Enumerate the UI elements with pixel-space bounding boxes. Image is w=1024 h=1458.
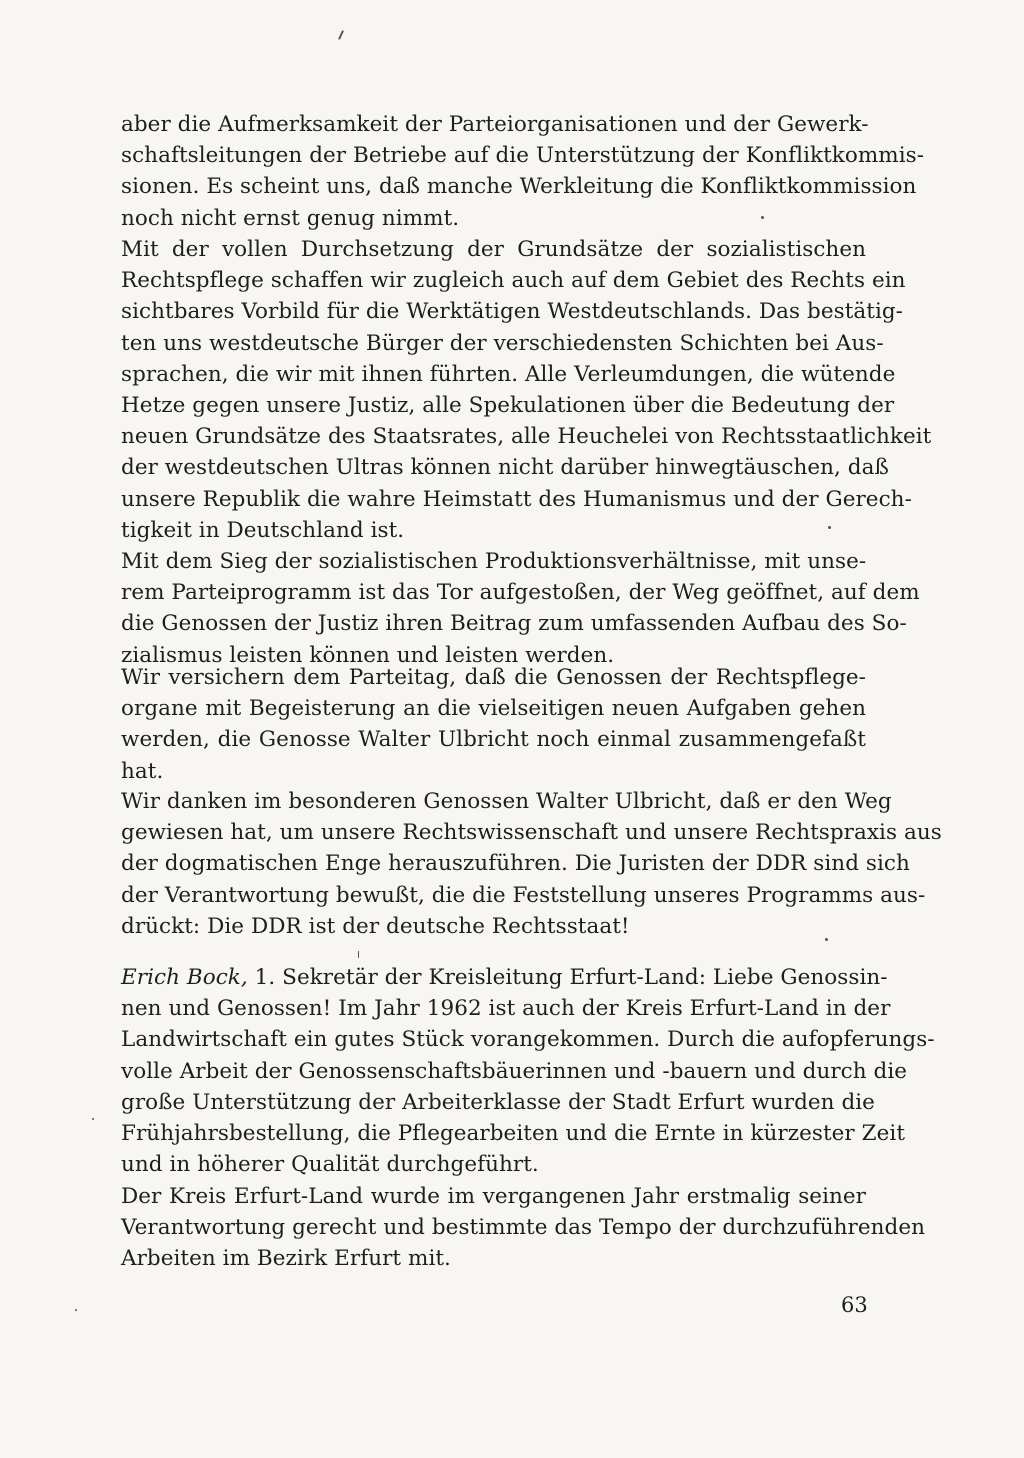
text-line: die Genossen der Justiz ihren Beitrag zum umfassenden Aufbau des So- (121, 611, 907, 637)
text-line: drückt: Die DDR ist der deutsche Rechtsstaat! (121, 913, 630, 939)
text-line: sionen. Es scheint uns, daß manche Werkleitung die Konfliktkommission (121, 174, 917, 200)
scan-speck (825, 938, 828, 941)
text-line: aber die Aufmerksamkeit der Parteiorganisationen und der Gewerk- (121, 112, 869, 137)
text-line: Wir danken im besonderen Genossen Walter Ulbricht, daß er den Weg (121, 789, 892, 814)
paragraph-5 (121, 786, 942, 942)
page-number: 63 (841, 1293, 868, 1317)
text-line: schaftsleitungen der Betriebe auf die Unterstützung der Konfliktkommis- (121, 143, 925, 169)
text-line: neuen Grundsätze des Staatsrates, alle Heuchelei von Rechtsstaatlichkeit (121, 424, 932, 450)
scan-speck (358, 951, 359, 958)
text-line: Frühjahrsbestellung, die Pflegearbeiten und die Ernte in kürzester Zeit (121, 1120, 906, 1146)
text-line: Landwirtschaft ein gutes Stück vorangekommen. Durch die aufopferungs- (121, 1027, 935, 1053)
text-line: Verantwortung gerecht und bestimmte das Tempo der durchzuführenden (121, 1215, 926, 1241)
speaker-line-rest: 1. Sekretär der Kreisleitung Erfurt-Land: Liebe Genossin- (247, 965, 888, 990)
text-line: organe mit Begeisterung an die vielseitigen neuen Aufgaben gehen (121, 696, 866, 722)
text-line: hat. (121, 758, 164, 784)
text-line: ten uns westdeutsche Bürger der verschiedensten Schichten bei Aus- (121, 330, 884, 356)
paragraph-6 (121, 962, 935, 1180)
paragraph-7 (121, 1181, 926, 1275)
text-line: Hetze gegen unsere Justiz, alle Spekulationen über die Bedeutung der (121, 392, 895, 418)
text-line: sprachen, die wir mit ihnen führten. Alle Verleumdungen, die wütende (121, 361, 896, 387)
text-line: werden, die Genosse Walter Ulbricht noch einmal zusammengefaßt (121, 727, 866, 753)
paragraph-3 (121, 546, 920, 671)
text-line: Mit der vollen Durchsetzung der Grundsätze der sozialistischen (121, 237, 866, 262)
text-line: Der Kreis Erfurt-Land wurde im vergangenen Jahr erstmalig seiner (121, 1184, 866, 1209)
text-line: noch nicht ernst genug nimmt. (121, 205, 460, 231)
paragraph-1 (121, 109, 925, 234)
speaker-name: Erich Bock, (121, 965, 248, 990)
scan-speck (338, 30, 344, 40)
text-line: rem Parteiprogramm ist das Tor aufgestoßen, der Weg geöffnet, auf dem (121, 580, 920, 606)
text-line: der Verantwortung bewußt, die die Feststellung unseres Programms aus- (121, 882, 926, 908)
text-line: der westdeutschen Ultras können nicht darüber hinwegtäuschen, daß (121, 455, 889, 481)
text-line: gewiesen hat, um unsere Rechtswissenschaft und unsere Rechtspraxis aus (121, 820, 942, 846)
text-line: Rechtspflege schaffen wir zugleich auch auf dem Gebiet des Rechts ein (121, 268, 906, 294)
speaker-line (121, 962, 888, 993)
scan-speck (75, 1309, 77, 1311)
scan-speck (828, 526, 831, 529)
text-line: der dogmatischen Enge herauszuführen. Die Juristen der DDR sind sich (121, 851, 910, 877)
text-line: volle Arbeit der Genossenschaftsbäuerinnen und -bauern und durch die (121, 1058, 908, 1084)
text-line: tigkeit in Deutschland ist. (121, 517, 405, 543)
scan-speck (92, 1118, 94, 1120)
paragraph-2 (121, 234, 932, 546)
text-line: Mit dem Sieg der sozialistischen Produktionsverhältnisse, mit unse- (121, 549, 867, 574)
text-line: Wir versichern dem Parteitag, daß die Genossen der Rechtspflege- (121, 665, 866, 690)
text-line: unsere Republik die wahre Heimstatt des Humanismus und der Gerech- (121, 486, 912, 512)
text-line: sichtbares Vorbild für die Werktätigen Westdeutschlands. Das bestätig- (121, 299, 903, 325)
text-line: nen und Genossen! Im Jahr 1962 ist auch der Kreis Erfurt-Land in der (121, 996, 891, 1022)
text-line: und in höherer Qualität durchgeführt. (121, 1152, 539, 1178)
scan-speck (761, 216, 764, 219)
text-line: Arbeiten im Bezirk Erfurt mit. (121, 1246, 451, 1272)
text-line: große Unterstützung der Arbeiterklasse der Stadt Erfurt wurden die (121, 1089, 875, 1115)
paragraph-4 (121, 662, 866, 787)
text-line: zialismus leisten können und leisten werden. (121, 642, 615, 668)
